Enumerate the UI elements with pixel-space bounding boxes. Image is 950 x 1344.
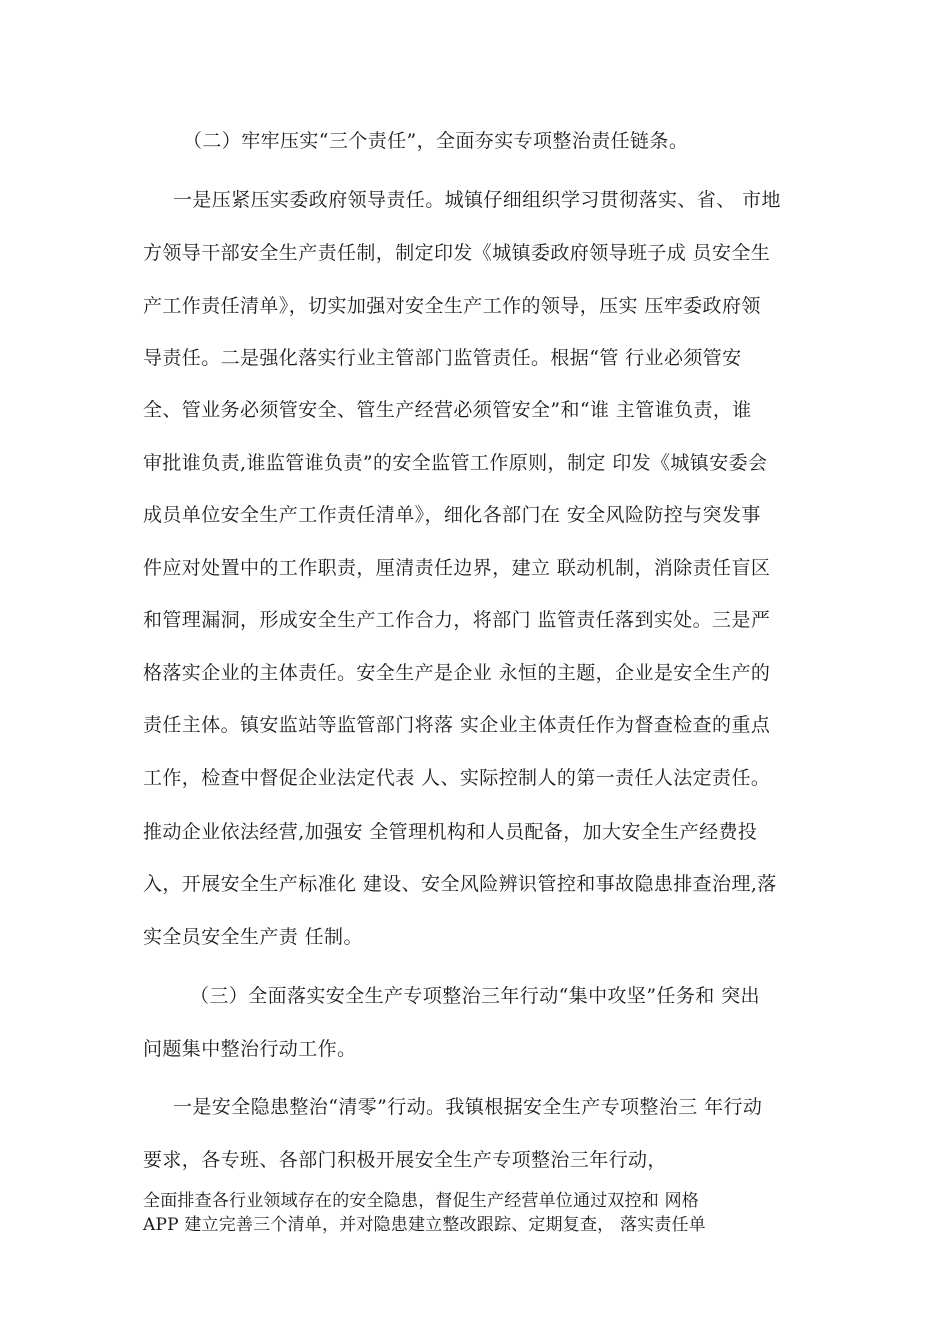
paragraph-line: 一是安全隐患整治“清零”行动。我镇根据安全生产专项整治三 年行动 — [173, 1096, 763, 1118]
paragraph-line: APP 建立完善三个清单，并对隐患建立整改跟踪、定期复查， 落实责任单 — [143, 1215, 706, 1235]
paragraph-line: 件应对处置中的工作职责，厘清责任边界，建立 联动机制，消除责任盲区 — [143, 557, 771, 579]
paragraph-line: 导责任。二是强化落实行业主管部门监管责任。根据“管 行业必须管安 — [143, 347, 742, 369]
section-heading-3-continuation: 问题集中整治行动工作。 — [143, 1038, 357, 1060]
paragraph-line: 审批谁负责,谁监管谁负责”的安全监管工作原则，制定 印发《城镇安委会 — [143, 452, 768, 474]
paragraph-line: 全、管业务必须管安全、管生产经营必须管安全”和“谁 主管谁负责，谁 — [143, 399, 752, 421]
paragraph-line: 推动企业依法经营,加强安 全管理机构和人员配备，加大安全生产经费投 — [143, 821, 758, 843]
paragraph-line: 成员单位安全生产工作责任清单》，细化各部门在 安全风险防控与突发事 — [143, 504, 761, 526]
paragraph-line: 实全员安全生产责 任制。 — [143, 926, 363, 948]
paragraph-line: 要求，各专班、各部门积极开展安全生产专项整治三年行动， — [143, 1149, 667, 1171]
paragraph-line: 格落实企业的主体责任。安全生产是企业 永恒的主题，企业是安全生产的 — [143, 662, 771, 684]
section-heading-2: （二）牢牢压实“三个责任”，全面夯实专项整治责任链条。 — [183, 130, 689, 152]
section-heading-3: （三）全面落实安全生产专项整治三年行动“集中攻坚”任务和 突出 — [190, 985, 760, 1007]
paragraph-line: 工作，检查中督促企业法定代表 人、实际控制人的第一责任人法定责任。 — [143, 767, 771, 789]
paragraph-line: 入，开展安全生产标准化 建设、安全风险辨识管控和事故隐患排查治理,落 — [143, 873, 777, 895]
paragraph-line: 产工作责任清单》，切实加强对安全生产工作的领导，压实 压牢委政府领 — [143, 295, 761, 317]
paragraph-line: 责任主体。镇安监站等监管部门将落 实企业主体责任作为督查检查的重点 — [143, 714, 771, 736]
paragraph-line: 全面排查各行业领域存在的安全隐患，督促生产经营单位通过双控和 网格 — [143, 1191, 700, 1211]
paragraph-line: 一是压紧压实委政府领导责任。城镇仔细组织学习贯彻落实、省、 市地 — [173, 189, 781, 211]
paragraph-line: 方领导干部安全生产责任制，制定印发《城镇委政府领导班子成 员安全生 — [143, 242, 771, 264]
paragraph-line: 和管理漏洞，形成安全生产工作合力，将部门 监管责任落到实处。三是严 — [143, 609, 771, 631]
